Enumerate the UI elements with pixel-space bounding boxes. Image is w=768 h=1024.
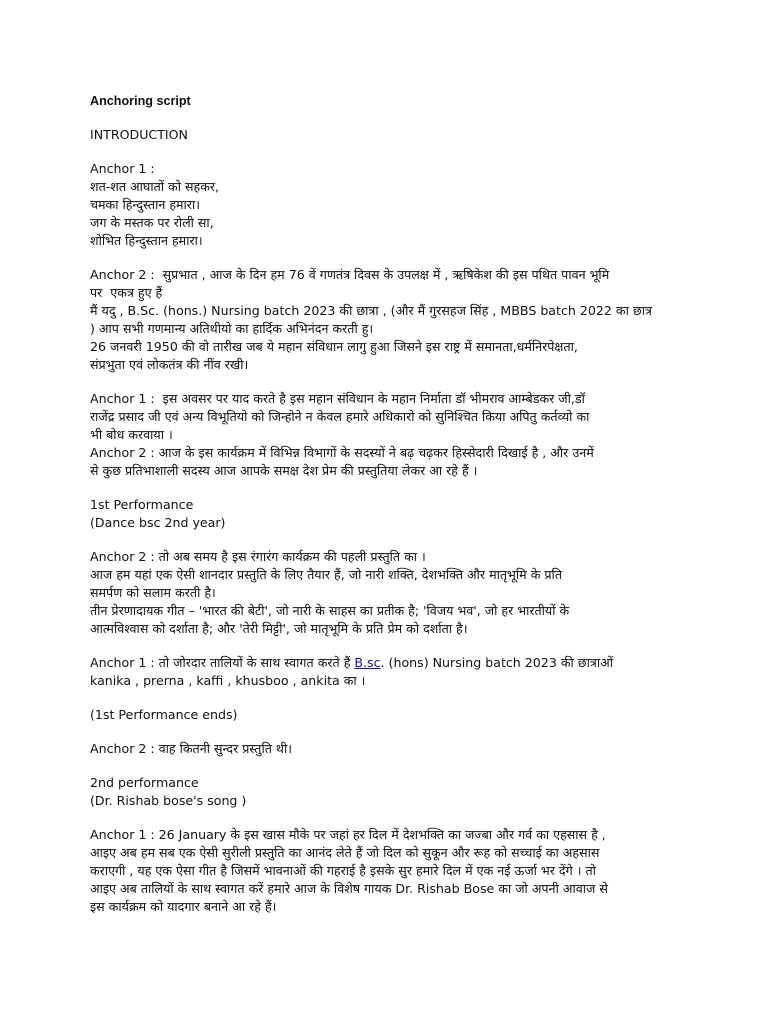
script-line: राजेंद्र प्रसाद जी एवं अन्य विभूतियो को जिन्होने न केवल हमारे अधिकारो को सुनिश्चित किया अपितु कर्तव्यो का	[90, 409, 590, 424]
script-line: इस कार्यक्रम को यादगार बनाने आ रहे हैं।	[90, 899, 277, 914]
document-page	[90, 92, 682, 932]
script-text: Anchor 1 : तो जोरदार तालियों के साथ स्वागत करते हैं	[90, 655, 355, 670]
perf1-ends: (1st Performance ends)	[90, 707, 238, 722]
intro-heading: INTRODUCTION	[90, 127, 188, 142]
anchor1-perf1-block	[90, 654, 682, 690]
script-line: आज हम यहां एक ऐसी शानदार प्रस्तुति के लिए तैयार हैं, जो नारी शक्ति, देशभक्ति और मातृभूमि के प्रति	[90, 567, 562, 582]
anchor2-perf1-block	[90, 548, 682, 638]
anchor2-intro-block	[90, 266, 682, 374]
anchor1-second-block	[90, 390, 682, 480]
performance2-block	[90, 774, 682, 810]
script-line: समर्पण को सलाम करती है।	[90, 585, 216, 600]
anchor1-intro-block	[90, 160, 682, 250]
performance-heading: 1st Performance	[90, 497, 194, 512]
poem-line: चमका हिन्दुस्तान हमारा।	[90, 197, 200, 212]
script-line: संप्रभुता एवं लोकतंत्र की नींव रखी।	[90, 357, 249, 372]
anchor2-wah: Anchor 2 : वाह कितनी सुन्दर प्रस्तुति थी।	[90, 741, 292, 756]
script-line: तीन प्रेरणादायक गीत – 'भारत की बेटी', जो नारी के साहस का प्रतीक है; 'विजय भव', जो हर भारतीयों के	[90, 603, 570, 618]
script-line: पर एकत्र हुए हैं	[90, 285, 163, 300]
poem-line: शोभित हिन्दुस्तान हमारा।	[90, 233, 203, 248]
script-line: आत्मविश्वास को दर्शाता है; और 'तेरी मिट्टी', जो मातृभूमि के प्रति प्रेम को दर्शाता है।	[90, 621, 468, 636]
performance-detail: (Dr. Rishab bose's song )	[90, 793, 247, 808]
script-line: kanika , prerna , kaffi , khusboo , ankita का ।	[90, 673, 366, 688]
script-line: कराएगी , यह एक ऐसा गीत है जिसमें भावनाओं की गहराई है इसके सुर हमारे दिल में एक नई ऊर्जा भर देंगे । तो	[90, 863, 596, 878]
document-title: Anchoring script	[90, 94, 191, 108]
script-text: . (hons) Nursing batch 2023 की छात्राओं	[380, 655, 613, 670]
speaker-label: Anchor 1 :	[90, 161, 155, 176]
script-line: मैं यदु , B.Sc. (hons.) Nursing batch 2023 की छात्रा , (और मैं गुरसहज सिंह , MBBS batch 2022 का छात्र	[90, 303, 652, 318]
anchor1-perf2-block	[90, 826, 682, 916]
bsc-link[interactable]: B.sc	[354, 655, 381, 670]
script-line: से कुछ प्रतिभाशाली सदस्य आज आपके समक्ष देश प्रेम की प्रस्तुतिया लेकर आ रहे हैं ।	[90, 463, 478, 478]
script-line: भी बोध करवाया ।	[90, 427, 173, 442]
poem-line: जग के मस्तक पर रोली सा,	[90, 215, 214, 230]
script-line: Anchor 2 : आज के इस कार्यक्रम में विभिन्न विभागों के सदस्यों ने बढ़ चढ़कर हिस्सेदारी दिखाई है , और उनमें	[90, 445, 594, 460]
poem-line: शत-शत आघातों को सहकर,	[90, 179, 220, 194]
script-line	[90, 654, 682, 672]
script-line: Anchor 2 : तो अब समय है इस रंगारंग कार्यक्रम की पहली प्रस्तुति का ।	[90, 549, 426, 564]
script-line: Anchor 1 : 26 January के इस खास मौके पर जहां हर दिल में देशभक्ति का जज्बा और गर्व का एहसास है ,	[90, 827, 606, 842]
script-line: ) आप सभी गणमान्य अतिथीयो का हार्दिक अभिनंदन करती हु।	[90, 321, 374, 336]
performance-detail: (Dance bsc 2nd year)	[90, 515, 226, 530]
script-line: आइए अब हम सब एक ऐसी सुरीली प्रस्तुति का आनंद लेते हैं जो दिल को सुकून और रूह को सच्चाई का अहसास	[90, 845, 600, 860]
script-line: 26 जनवरी 1950 की वो तारीख जब ये महान संविधान लागु हुआ जिसने इस राष्ट्र में समानता,धर्मनिरपेक्षता,	[90, 339, 578, 354]
performance-heading: 2nd performance	[90, 775, 199, 790]
performance1-block	[90, 496, 682, 532]
script-line: Anchor 2 : सुप्रभात , आज के दिन हम 76 वें गणतंत्र दिवस के उपलक्ष में , ऋषिकेश की इस पथित पावन भूमि	[90, 267, 610, 282]
script-line: Anchor 1 : इस अवसर पर याद करते है इस महान संविधान के महान निर्माता डॉ भीमराव आम्बेडकर जी,डॉ	[90, 391, 585, 406]
script-line: आइए अब तालियों के साथ स्वागत करें हमारे आज के विशेष गायक Dr. Rishab Bose का जो अपनी आवाज से	[90, 881, 608, 896]
